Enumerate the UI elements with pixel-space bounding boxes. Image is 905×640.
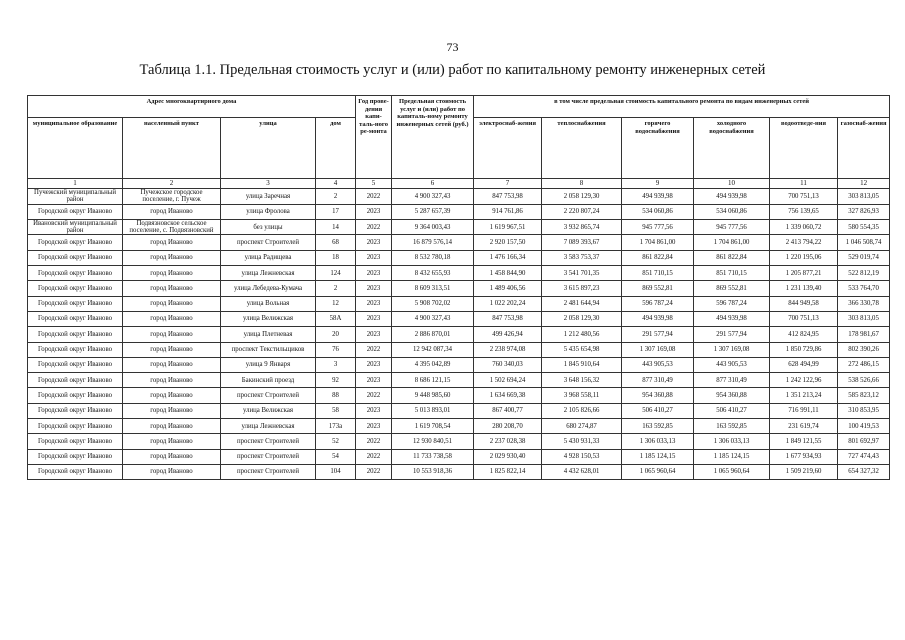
settlement-cell: город Иваново	[123, 266, 221, 281]
column-number-row	[28, 179, 890, 189]
electric-cost-cell: 2 238 974,08	[474, 342, 542, 357]
street-cell: проспект Строителей	[221, 464, 316, 479]
cold-water-cost-cell: 443 905,53	[694, 357, 770, 372]
gas-cost-cell: 727 474,43	[838, 449, 890, 464]
column-number: 11	[770, 179, 838, 189]
electric-cost-cell: 867 400,77	[474, 403, 542, 418]
settlement-cell: город Иваново	[123, 419, 221, 434]
heat-cost-cell: 5 430 931,33	[542, 434, 622, 449]
street-cell: без улицы	[221, 219, 316, 235]
year-cell: 2022	[356, 388, 392, 403]
column-number: 8	[542, 179, 622, 189]
electric-cost-cell: 760 340,03	[474, 357, 542, 372]
settlement-cell: город Иваново	[123, 281, 221, 296]
street-cell: улица Велижская	[221, 403, 316, 418]
street-cell: улица Плетневая	[221, 327, 316, 342]
gas-cost-cell: 580 554,35	[838, 219, 890, 235]
max-cost-cell: 1 619 708,54	[392, 419, 474, 434]
hot-water-cost-cell: 291 577,94	[622, 327, 694, 342]
sewer-cost-cell: 1 351 213,24	[770, 388, 838, 403]
sewer-cost-cell: 412 824,95	[770, 327, 838, 342]
heat-cost-cell: 5 435 654,98	[542, 342, 622, 357]
electric-cost-cell: 847 753,98	[474, 311, 542, 326]
year-cell: 2022	[356, 434, 392, 449]
year-cell: 2023	[356, 419, 392, 434]
column-number: 4	[316, 179, 356, 189]
table-row	[28, 434, 890, 449]
electric-cost-cell: 914 761,86	[474, 204, 542, 219]
municipality-cell: Городской округ Иваново	[28, 311, 123, 326]
table-title: Таблица 1.1. Предельная стоимость услуг и (или) работ по капитальному ремонту инженерных сетей	[139, 62, 766, 78]
hot-water-cost-cell: 443 905,53	[622, 357, 694, 372]
hot-water-cost-cell: 945 777,56	[622, 219, 694, 235]
settlement-cell: город Иваново	[123, 296, 221, 311]
municipality-cell: Городской округ Иваново	[28, 204, 123, 219]
gas-cost-cell: 522 812,19	[838, 266, 890, 281]
heat-cost-cell: 4 432 628,01	[542, 464, 622, 479]
sewer-cost-cell: 1 509 219,60	[770, 464, 838, 479]
heat-cost-cell: 3 968 558,11	[542, 388, 622, 403]
sewer-cost-cell: 1 849 121,55	[770, 434, 838, 449]
house-cell: 76	[316, 342, 356, 357]
municipality-cell: Городской округ Иваново	[28, 403, 123, 418]
municipality-cell: Городской округ Иваново	[28, 357, 123, 372]
column-number: 9	[622, 179, 694, 189]
gas-cost-cell: 533 764,70	[838, 281, 890, 296]
municipality-cell: Городской округ Иваново	[28, 342, 123, 357]
municipality-cell: Городской округ Иваново	[28, 388, 123, 403]
municipality-cell: Пучежский муниципальный район	[28, 189, 123, 205]
hot-water-cost-cell: 494 939,98	[622, 189, 694, 205]
column-number: 3	[221, 179, 316, 189]
hot-water-cost-cell: 861 822,84	[622, 250, 694, 265]
table-row	[28, 189, 890, 205]
municipality-cell: Городской округ Иваново	[28, 419, 123, 434]
year-cell: 2023	[356, 250, 392, 265]
electric-cost-cell: 1 476 166,34	[474, 250, 542, 265]
year-cell: 2022	[356, 189, 392, 205]
electric-cost-cell: 1 634 669,38	[474, 388, 542, 403]
municipality-cell: Городской округ Иваново	[28, 434, 123, 449]
sewer-cost-cell: 1 231 139,40	[770, 281, 838, 296]
street-cell: проспект Строителей	[221, 388, 316, 403]
max-cost-cell: 8 686 121,15	[392, 373, 474, 388]
street-cell: улица Лебедева-Кумача	[221, 281, 316, 296]
settlement-cell: город Иваново	[123, 204, 221, 219]
year-cell: 2022	[356, 342, 392, 357]
settlement-cell: Подвязновское сельское поселение, с. Подвязновский	[123, 219, 221, 235]
heat-cost-cell: 3 541 701,35	[542, 266, 622, 281]
cold-water-cost-cell: 163 592,85	[694, 419, 770, 434]
sewer-cost-cell: 1 339 060,72	[770, 219, 838, 235]
year-cell: 2023	[356, 266, 392, 281]
table-row	[28, 250, 890, 265]
street-cell: улица Радищева	[221, 250, 316, 265]
cold-water-cost-cell: 869 552,81	[694, 281, 770, 296]
sewer-cost-cell: 700 751,13	[770, 189, 838, 205]
settlement-cell: Пучежское городское поселение, г. Пучеж	[123, 189, 221, 205]
heat-cost-cell: 3 615 897,23	[542, 281, 622, 296]
municipality-cell: Городской округ Иваново	[28, 449, 123, 464]
municipality-cell: Городской округ Иваново	[28, 235, 123, 250]
street-cell: улица Фролова	[221, 204, 316, 219]
electric-cost-cell: 1 825 822,14	[474, 464, 542, 479]
table-row	[28, 357, 890, 372]
table-row	[28, 464, 890, 479]
table-row	[28, 204, 890, 219]
max-cost-cell: 10 553 918,36	[392, 464, 474, 479]
max-cost-cell: 8 532 780,18	[392, 250, 474, 265]
hot-water-cost-cell: 851 710,15	[622, 266, 694, 281]
header-sewer: водоотведе-ния	[770, 118, 838, 179]
settlement-cell: город Иваново	[123, 250, 221, 265]
column-number: 2	[123, 179, 221, 189]
header-municipality: муниципальное образование	[28, 118, 123, 179]
year-cell: 2023	[356, 327, 392, 342]
table-row	[28, 296, 890, 311]
table-row	[28, 403, 890, 418]
cold-water-cost-cell: 1 185 124,15	[694, 449, 770, 464]
municipality-cell: Ивановский муниципальный район	[28, 219, 123, 235]
electric-cost-cell: 2 029 930,40	[474, 449, 542, 464]
heat-cost-cell: 1 845 910,64	[542, 357, 622, 372]
cold-water-cost-cell: 954 360,88	[694, 388, 770, 403]
cold-water-cost-cell: 506 410,27	[694, 403, 770, 418]
cold-water-cost-cell: 494 939,98	[694, 311, 770, 326]
street-cell: проспект Строителей	[221, 449, 316, 464]
settlement-cell: город Иваново	[123, 464, 221, 479]
cold-water-cost-cell: 534 060,86	[694, 204, 770, 219]
settlement-cell: город Иваново	[123, 449, 221, 464]
house-cell: 124	[316, 266, 356, 281]
sewer-cost-cell: 1 850 729,86	[770, 342, 838, 357]
electric-cost-cell: 2 920 157,50	[474, 235, 542, 250]
gas-cost-cell: 585 823,12	[838, 388, 890, 403]
street-cell: Бакинский проезд	[221, 373, 316, 388]
sewer-cost-cell: 1 220 195,06	[770, 250, 838, 265]
cold-water-cost-cell: 1 307 169,08	[694, 342, 770, 357]
column-number: 10	[694, 179, 770, 189]
header-by-type-group: в том числе предельная стоимость капитального ремонта по видам инженерных сетей	[474, 96, 890, 118]
settlement-cell: город Иваново	[123, 403, 221, 418]
sewer-cost-cell: 716 991,11	[770, 403, 838, 418]
municipality-cell: Городской округ Иваново	[28, 327, 123, 342]
electric-cost-cell: 2 237 028,38	[474, 434, 542, 449]
municipality-cell: Городской округ Иваново	[28, 250, 123, 265]
header-gas: газоснаб-жения	[838, 118, 890, 179]
max-cost-cell: 16 879 576,14	[392, 235, 474, 250]
max-cost-cell: 4 900 327,43	[392, 311, 474, 326]
max-cost-cell: 2 886 870,01	[392, 327, 474, 342]
table-row	[28, 281, 890, 296]
capital-repair-cost-table	[27, 95, 890, 480]
heat-cost-cell: 2 058 129,30	[542, 311, 622, 326]
heat-cost-cell: 680 274,87	[542, 419, 622, 434]
house-cell: 3	[316, 357, 356, 372]
heat-cost-cell: 4 928 150,53	[542, 449, 622, 464]
house-cell: 104	[316, 464, 356, 479]
house-cell: 52	[316, 434, 356, 449]
cold-water-cost-cell: 291 577,94	[694, 327, 770, 342]
house-cell: 68	[316, 235, 356, 250]
gas-cost-cell: 802 390,26	[838, 342, 890, 357]
max-cost-cell: 8 432 655,93	[392, 266, 474, 281]
hot-water-cost-cell: 954 360,88	[622, 388, 694, 403]
sewer-cost-cell: 2 413 794,22	[770, 235, 838, 250]
cold-water-cost-cell: 596 787,24	[694, 296, 770, 311]
page-number: 73	[446, 40, 459, 54]
electric-cost-cell: 499 426,94	[474, 327, 542, 342]
settlement-cell: город Иваново	[123, 388, 221, 403]
cold-water-cost-cell: 1 065 960,64	[694, 464, 770, 479]
house-cell: 173а	[316, 419, 356, 434]
heat-cost-cell: 3 583 753,37	[542, 250, 622, 265]
table-row	[28, 388, 890, 403]
gas-cost-cell: 303 813,05	[838, 189, 890, 205]
electric-cost-cell: 1 502 694,24	[474, 373, 542, 388]
year-cell: 2023	[356, 311, 392, 326]
gas-cost-cell: 529 019,74	[838, 250, 890, 265]
municipality-cell: Городской округ Иваново	[28, 464, 123, 479]
gas-cost-cell: 538 526,66	[838, 373, 890, 388]
gas-cost-cell: 366 330,78	[838, 296, 890, 311]
table-row	[28, 219, 890, 235]
house-cell: 14	[316, 219, 356, 235]
electric-cost-cell: 1 458 844,90	[474, 266, 542, 281]
street-cell: улица Велижская	[221, 311, 316, 326]
sewer-cost-cell: 231 619,74	[770, 419, 838, 434]
sewer-cost-cell: 1 677 934,93	[770, 449, 838, 464]
hot-water-cost-cell: 163 592,85	[622, 419, 694, 434]
house-cell: 20	[316, 327, 356, 342]
house-cell: 58	[316, 403, 356, 418]
house-cell: 92	[316, 373, 356, 388]
house-cell: 12	[316, 296, 356, 311]
column-number: 5	[356, 179, 392, 189]
hot-water-cost-cell: 869 552,81	[622, 281, 694, 296]
sewer-cost-cell: 756 139,65	[770, 204, 838, 219]
street-cell: улица Вольная	[221, 296, 316, 311]
table-row	[28, 235, 890, 250]
max-cost-cell: 9 364 003,43	[392, 219, 474, 235]
column-number: 7	[474, 179, 542, 189]
header-heat: теплоснабжения	[542, 118, 622, 179]
electric-cost-cell: 1 489 406,56	[474, 281, 542, 296]
max-cost-cell: 11 733 738,58	[392, 449, 474, 464]
hot-water-cost-cell: 494 939,98	[622, 311, 694, 326]
house-cell: 54	[316, 449, 356, 464]
heat-cost-cell: 2 058 129,30	[542, 189, 622, 205]
year-cell: 2023	[356, 235, 392, 250]
heat-cost-cell: 1 212 480,56	[542, 327, 622, 342]
street-cell: проспект Текстильщиков	[221, 342, 316, 357]
table-row	[28, 419, 890, 434]
municipality-cell: Городской округ Иваново	[28, 373, 123, 388]
heat-cost-cell: 2 105 826,66	[542, 403, 622, 418]
max-cost-cell: 5 013 893,01	[392, 403, 474, 418]
max-cost-cell: 12 942 087,34	[392, 342, 474, 357]
street-cell: улица 9 Января	[221, 357, 316, 372]
settlement-cell: город Иваново	[123, 235, 221, 250]
gas-cost-cell: 1 046 508,74	[838, 235, 890, 250]
max-cost-cell: 9 448 985,60	[392, 388, 474, 403]
year-cell: 2022	[356, 219, 392, 235]
cold-water-cost-cell: 851 710,15	[694, 266, 770, 281]
max-cost-cell: 4 395 042,89	[392, 357, 474, 372]
gas-cost-cell: 272 486,15	[838, 357, 890, 372]
year-cell: 2023	[356, 373, 392, 388]
hot-water-cost-cell: 877 310,49	[622, 373, 694, 388]
year-cell: 2023	[356, 357, 392, 372]
header-cold-water: холодного водоснабжения	[694, 118, 770, 179]
municipality-cell: Городской округ Иваново	[28, 296, 123, 311]
settlement-cell: город Иваново	[123, 357, 221, 372]
column-number: 12	[838, 179, 890, 189]
header-street: улица	[221, 118, 316, 179]
settlement-cell: город Иваново	[123, 434, 221, 449]
hot-water-cost-cell: 534 060,86	[622, 204, 694, 219]
electric-cost-cell: 1 619 967,51	[474, 219, 542, 235]
heat-cost-cell: 3 932 865,74	[542, 219, 622, 235]
max-cost-cell: 5 287 657,39	[392, 204, 474, 219]
house-cell: 2	[316, 281, 356, 296]
header-hot-water: горячего водоснабжения	[622, 118, 694, 179]
street-cell: проспект Строителей	[221, 235, 316, 250]
hot-water-cost-cell: 506 410,27	[622, 403, 694, 418]
cold-water-cost-cell: 1 704 861,00	[694, 235, 770, 250]
street-cell: улица Заречная	[221, 189, 316, 205]
house-cell: 18	[316, 250, 356, 265]
max-cost-cell: 8 609 313,51	[392, 281, 474, 296]
sewer-cost-cell: 700 751,13	[770, 311, 838, 326]
gas-cost-cell: 100 419,53	[838, 419, 890, 434]
column-number: 6	[392, 179, 474, 189]
gas-cost-cell: 178 981,67	[838, 327, 890, 342]
hot-water-cost-cell: 1 185 124,15	[622, 449, 694, 464]
settlement-cell: город Иваново	[123, 327, 221, 342]
sewer-cost-cell: 1 242 122,96	[770, 373, 838, 388]
gas-cost-cell: 654 327,32	[838, 464, 890, 479]
table-row	[28, 266, 890, 281]
hot-water-cost-cell: 1 307 169,08	[622, 342, 694, 357]
table-row	[28, 373, 890, 388]
table-row	[28, 449, 890, 464]
cold-water-cost-cell: 861 822,84	[694, 250, 770, 265]
sewer-cost-cell: 1 205 877,21	[770, 266, 838, 281]
sewer-cost-cell: 628 494,99	[770, 357, 838, 372]
header-settlement: населенный пункт	[123, 118, 221, 179]
gas-cost-cell: 310 853,95	[838, 403, 890, 418]
settlement-cell: город Иваново	[123, 373, 221, 388]
year-cell: 2023	[356, 403, 392, 418]
hot-water-cost-cell: 1 065 960,64	[622, 464, 694, 479]
cold-water-cost-cell: 494 939,98	[694, 189, 770, 205]
gas-cost-cell: 801 692,97	[838, 434, 890, 449]
heat-cost-cell: 2 481 644,94	[542, 296, 622, 311]
street-cell: проспект Строителей	[221, 434, 316, 449]
cold-water-cost-cell: 1 306 033,13	[694, 434, 770, 449]
year-cell: 2023	[356, 296, 392, 311]
electric-cost-cell: 280 208,70	[474, 419, 542, 434]
house-cell: 2	[316, 189, 356, 205]
house-cell: 17	[316, 204, 356, 219]
heat-cost-cell: 3 648 156,32	[542, 373, 622, 388]
header-address-group: Адрес многоквартирного дома	[28, 96, 356, 118]
hot-water-cost-cell: 596 787,24	[622, 296, 694, 311]
hot-water-cost-cell: 1 704 861,00	[622, 235, 694, 250]
house-cell: 88	[316, 388, 356, 403]
year-cell: 2022	[356, 449, 392, 464]
electric-cost-cell: 847 753,98	[474, 189, 542, 205]
sewer-cost-cell: 844 949,58	[770, 296, 838, 311]
year-cell: 2023	[356, 204, 392, 219]
year-cell: 2022	[356, 464, 392, 479]
gas-cost-cell: 303 813,05	[838, 311, 890, 326]
header-house: дом	[316, 118, 356, 179]
header-electric: электроснаб-жения	[474, 118, 542, 179]
header-max-cost: Предельная стоимость услуг и (или) работ по капиталь-ному ремонту инженерных сетей (руб.)	[392, 96, 474, 179]
year-cell: 2023	[356, 281, 392, 296]
house-cell: 58А	[316, 311, 356, 326]
table-row	[28, 342, 890, 357]
cold-water-cost-cell: 945 777,56	[694, 219, 770, 235]
heat-cost-cell: 7 089 393,67	[542, 235, 622, 250]
gas-cost-cell: 327 826,93	[838, 204, 890, 219]
table-row	[28, 311, 890, 326]
header-year: Год прове-дения капи-таль-ного ре-монта	[356, 96, 392, 179]
street-cell: улица Лежневская	[221, 266, 316, 281]
max-cost-cell: 12 930 840,51	[392, 434, 474, 449]
settlement-cell: город Иваново	[123, 311, 221, 326]
heat-cost-cell: 2 220 807,24	[542, 204, 622, 219]
settlement-cell: город Иваново	[123, 342, 221, 357]
municipality-cell: Городской округ Иваново	[28, 281, 123, 296]
column-number: 1	[28, 179, 123, 189]
hot-water-cost-cell: 1 306 033,13	[622, 434, 694, 449]
cold-water-cost-cell: 877 310,49	[694, 373, 770, 388]
electric-cost-cell: 1 022 202,24	[474, 296, 542, 311]
max-cost-cell: 5 908 702,02	[392, 296, 474, 311]
max-cost-cell: 4 900 327,43	[392, 189, 474, 205]
table-row	[28, 327, 890, 342]
street-cell: улица Лежневская	[221, 419, 316, 434]
table-body	[28, 189, 890, 480]
municipality-cell: Городской округ Иваново	[28, 266, 123, 281]
